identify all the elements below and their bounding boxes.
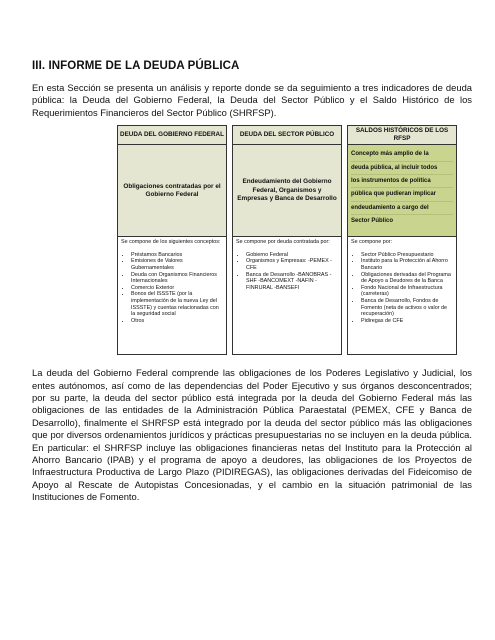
list-item: • Obligaciones derivadas del Programa de Apoyo a Deudores de la Banca (361, 272, 453, 285)
column-summary: Obligaciones contratadas por el Gobierno Federal (117, 145, 227, 237)
list-item: • Banca de Desarrollo, Fondos de Fomento (neta de activos o valor de recuperación) (361, 298, 453, 318)
list-item: • Banca de Desarrollo -BANOBRAS -SHF -BANCOMEXT -NAFIN -FINRURAL -BANSEFI (246, 272, 338, 292)
summary-line: los instrumentos de política (351, 175, 453, 188)
column-gobierno-federal (117, 125, 227, 355)
summary-line: deuda pública, al incluir todos (351, 162, 453, 175)
details-list (236, 252, 338, 292)
list-item: • Sector Público Presupuestario (361, 252, 453, 259)
column-header: SALDOS HISTÓRICOS DE LOS RFSP (347, 125, 457, 145)
list-item: • Organismos y Empresas: -PEMEX -CFE (246, 258, 338, 271)
column-summary (347, 145, 457, 237)
document-page (32, 60, 472, 504)
list-item: • Deuda con Organismos Financieros Internacionales (131, 272, 223, 285)
summary-line: Sector Público (351, 218, 394, 225)
list-item: • Gobierno Federal (246, 252, 338, 259)
list-item: • Bonos del ISSSTE (por la implementación de la nueva Ley del ISSSTE) y cuentas relacionadas con la seguridad social (131, 291, 223, 317)
column-sector-publico (232, 125, 342, 355)
list-item: • Otros (131, 318, 223, 325)
section-heading: III. INFORME DE LA DEUDA PÚBLICA (32, 60, 240, 72)
summary-line: endeudamiento a cargo del (351, 202, 453, 215)
summary-line: pública que pudieran implicar (351, 188, 453, 201)
column-header: DEUDA DEL SECTOR PÚBLICO (232, 125, 342, 145)
details-intro: Se compone por: (351, 239, 393, 246)
list-item: • Fondo Nacional de Infraestructura (carreteras) (361, 285, 453, 298)
column-saldos-historicos (347, 125, 457, 355)
body-paragraph: La deuda del Gobierno Federal comprende las obligaciones de los Poderes Legislativo y Judicial, los entes autónomos, así como de las dependencias del Poder Ejecutivo y sus órganos desconcentrados; por su parte, la deuda del sector público está integrada por la deuda del Gobierno Federal más las obligaciones de las entidades de la Administración Pública Paraestatal (PEMEX, CFE y Banca de Desarrollo), finalmente el SHRFSP está integrado por la deuda del sector público más las obligaciones que por diversos ordenamientos jurídicos y prácticas presupuestarias no se incluyen en la deuda pública. En particular: el SHRFSP incluye las obligaciones financieras netas del Instituto para la Protección al Ahorro Bancario (IPAB) y el programa de apoyo a deudores, las obligaciones de los Proyectos de Infraestructura Productiva de Largo Plazo (PIDIREGAS), las obligaciones derivadas del Fideicomiso de Apoyo al Rescate de Autopistas Concesionadas, y el cambio en la situación patrimonial de las Instituciones de Fomento. (32, 367, 472, 503)
list-item: • Emisiones de Valores Gubernamentales (131, 258, 223, 271)
intro-paragraph: En esta Sección se presenta un análisis y reporte donde se da seguimiento a tres indicadores de deuda pública: la Deuda del Gobierno Federal, la Deuda del Sector Público y el Saldo Histórico de los Requerimientos Financieros del Sector Público (SHRFSP). (32, 82, 472, 118)
list-item: • Instituto para la Protección al Ahorro Bancario (361, 258, 453, 271)
details-intro: Se compone de los siguientes conceptos: (121, 239, 221, 246)
list-item: • Pidiregas de CFE (361, 318, 453, 325)
list-item: • Préstamos Bancarios (131, 252, 223, 259)
column-summary: Endeudamiento del Gobierno Federal, Organismos y Empresas y Banca de Desarrollo (232, 145, 342, 237)
details-list (351, 252, 453, 325)
column-header: DEUDA DEL GOBIERNO FEDERAL (117, 125, 227, 145)
list-item: • Comercio Exterior (131, 285, 223, 292)
details-intro: Se compone por deuda contratada por: (236, 239, 330, 246)
debt-indicators-diagram (32, 125, 472, 453)
summary-line: Concepto más amplio de la (351, 148, 453, 161)
details-list (121, 252, 223, 325)
column-details (347, 237, 457, 355)
column-details (117, 237, 227, 355)
column-details (232, 237, 342, 355)
